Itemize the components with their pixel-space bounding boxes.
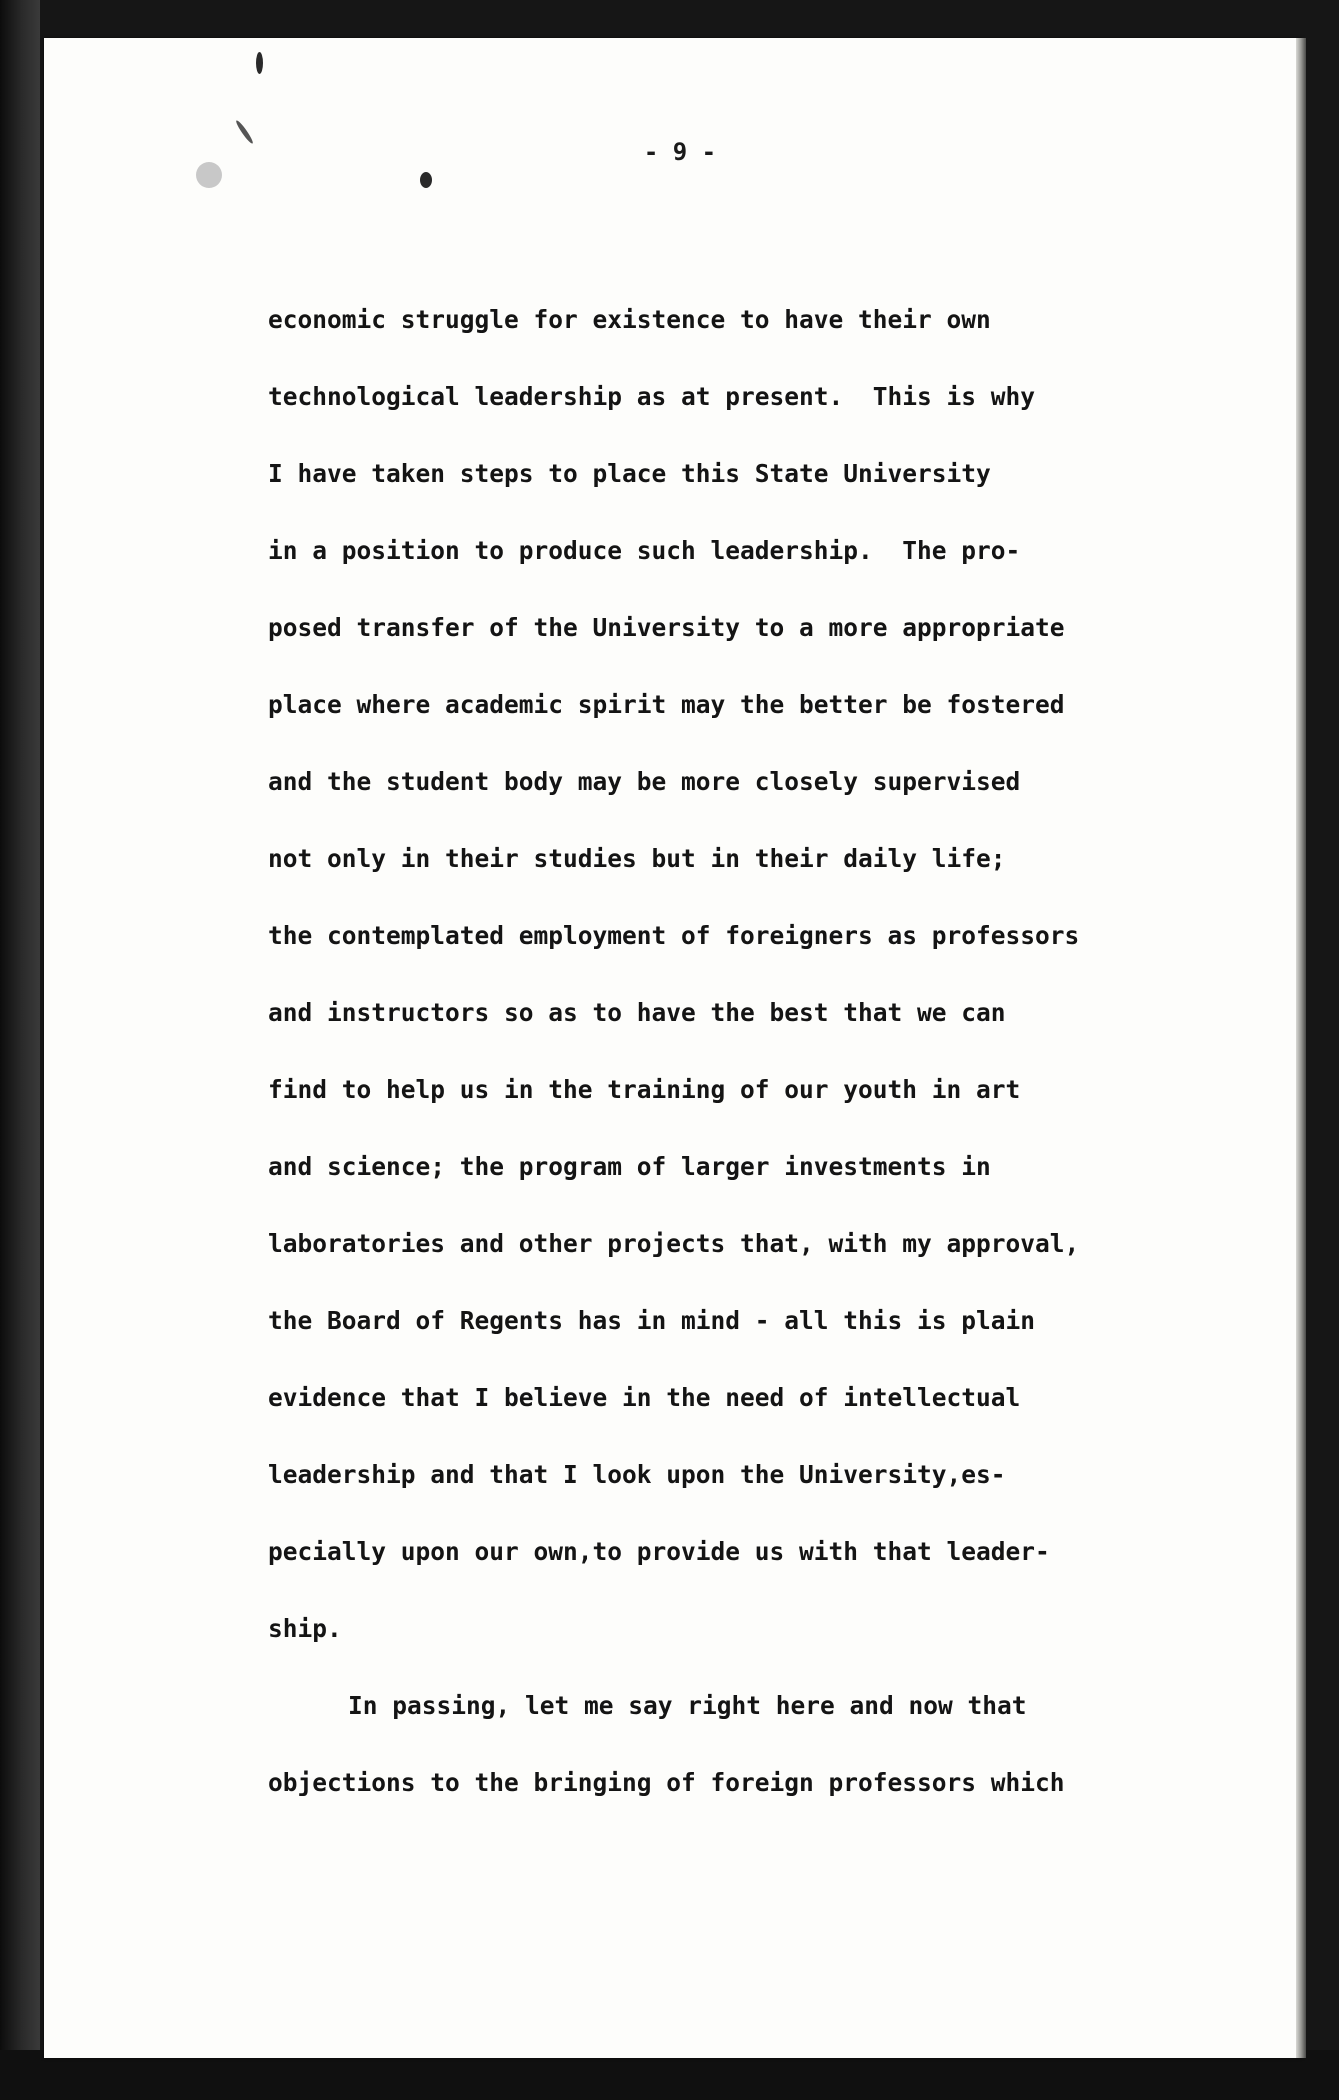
scan-left-border [0,0,40,2100]
text-line: and the student body may be more closely supervised [268,767,1021,796]
text-line: the contemplated employment of foreigners as professors [268,921,1080,950]
text-line: objections to the bringing of foreign professors which [268,1768,1065,1797]
text-line: In passing, let me say right here and now that [348,1691,1027,1720]
text-line: place where academic spirit may the better be fostered [268,690,1065,719]
text-line: in a position to produce such leadership. The pro- [268,536,1021,565]
ink-smudge [420,172,432,188]
text-line: economic struggle for existence to have their own [268,305,991,334]
text-line: pecially upon our own,to provide us with that leader- [268,1537,1050,1566]
text-line: the Board of Regents has in mind - all this is plain [268,1306,1036,1335]
page-number: - 9 - [643,138,717,166]
text-line: technological leadership as at present. This is why [268,382,1036,411]
text-line: leadership and that I look upon the University,es- [268,1460,1006,1489]
ink-smudge [256,52,263,74]
text-line: laboratories and other projects that, with my approval, [268,1229,1080,1258]
text-line: evidence that I believe in the need of intellectual [268,1383,1021,1412]
text-line: ship. [268,1614,342,1643]
ink-smudge [196,162,222,188]
paper-right-edge [1296,38,1306,2058]
text-line: posed transfer of the University to a more appropriate [268,613,1065,642]
text-line: and science; the program of larger investments in [268,1152,991,1181]
text-line: I have taken steps to place this State University [268,459,991,488]
text-line: and instructors so as to have the best that we can [268,998,1006,1027]
text-line: find to help us in the training of our youth in art [268,1075,1021,1104]
typed-body-text [268,296,1148,1836]
text-line: not only in their studies but in their daily life; [268,844,1006,873]
